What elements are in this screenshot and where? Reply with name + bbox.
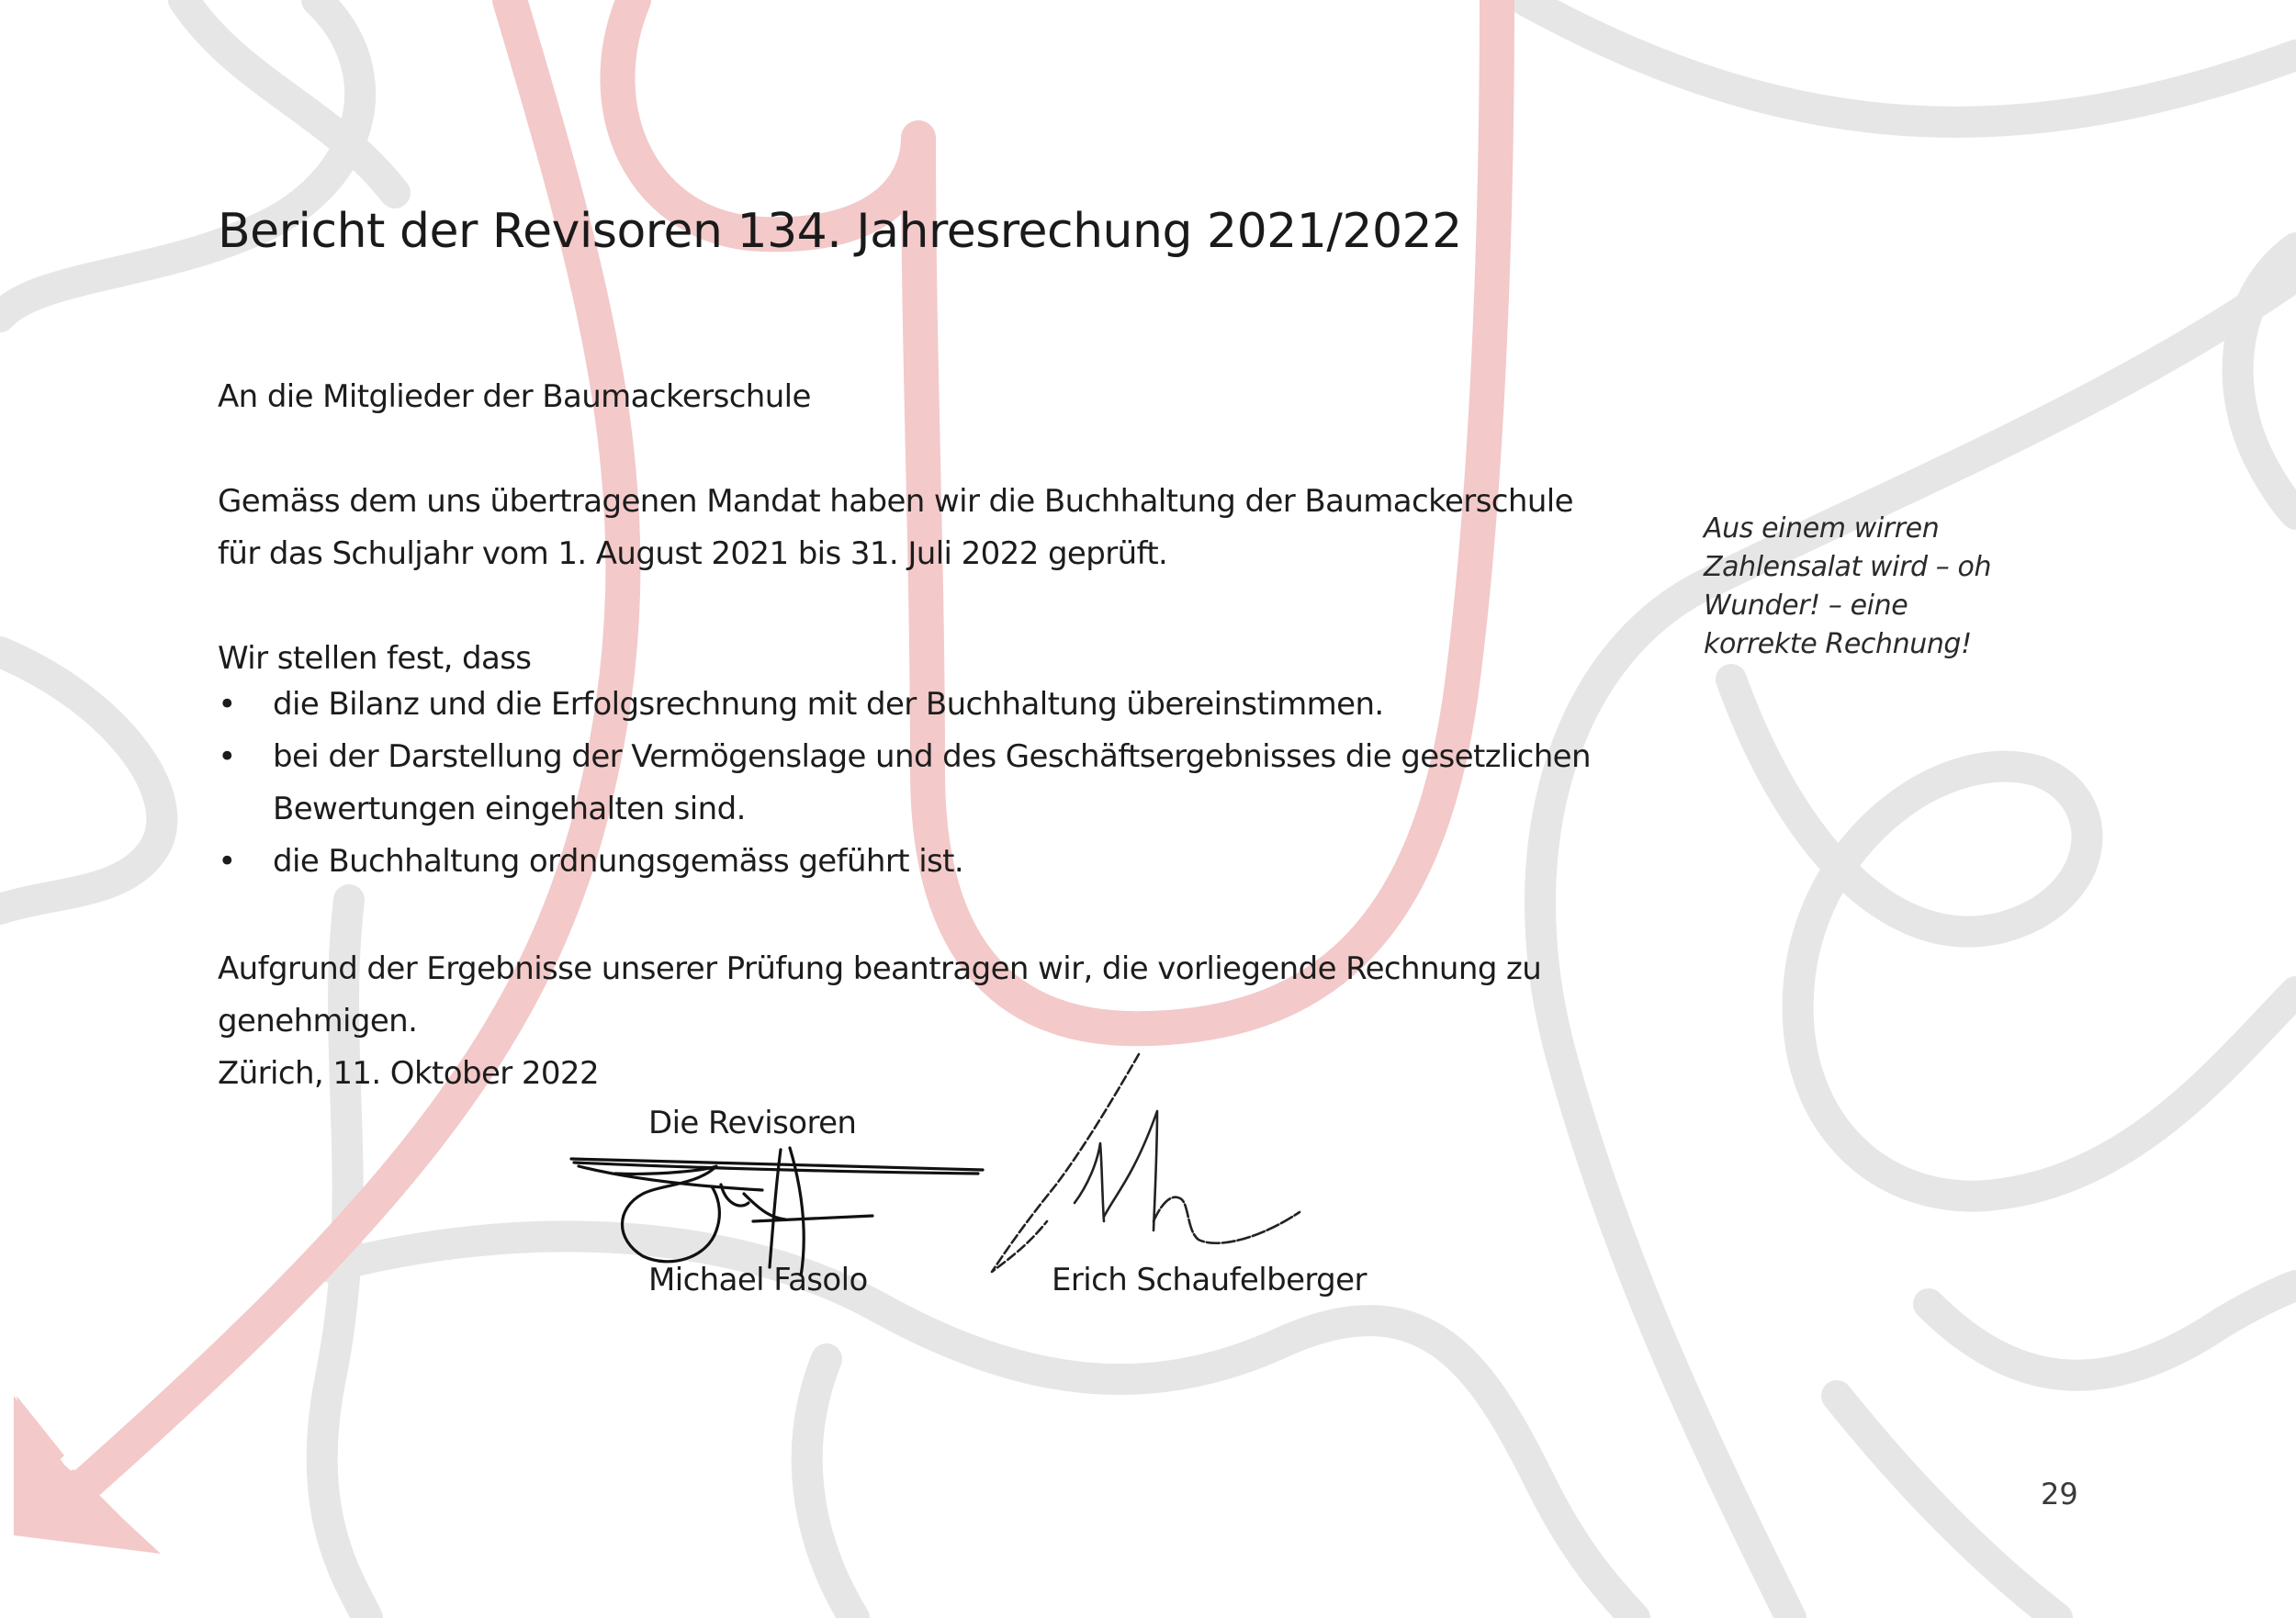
finding-item: [218, 679, 1591, 731]
addressee: An die Mitglieder der Baumackerschule: [218, 378, 811, 415]
finding-text-continued: Bewertungen eingehalten sind.: [273, 791, 746, 827]
bullet-point: •: [218, 686, 236, 723]
sidebar-note: Aus einem wirren Zahlensalat wird – oh Wunder! – eine korrekte Rechnung!: [1704, 512, 1992, 660]
conclusion-line-1: Aufgrund der Ergebnisse unserer Prüfung beantragen wir, die vorliegende Rechnung zu: [218, 950, 1542, 987]
page-title: Bericht der Revisoren 134. Jahresrechung 2021/2022: [218, 204, 1462, 259]
findings-list: [218, 679, 1591, 888]
mandate-line-2: für das Schuljahr vom 1. August 2021 bis 31. Juli 2022 geprüft.: [218, 535, 1168, 572]
finding-item: [218, 731, 1591, 836]
finding-item: [218, 836, 1591, 888]
signatory-name-1: Michael Fasolo: [648, 1262, 868, 1298]
conclusion-line-2: genehmigen.: [218, 1003, 418, 1039]
signature-michael-fasolo: [560, 1129, 992, 1276]
finding-text: bei der Darstellung der Vermögenslage und des Geschäftsergebnisses die gesetzlichen: [273, 738, 1591, 775]
findings-intro: Wir stellen fest, dass: [218, 640, 532, 677]
mandate-line-1: Gemäss dem uns übertragenen Mandat haben wir die Buchhaltung der Baumackerschule: [218, 483, 1573, 520]
finding-text: die Buchhaltung ordnungsgemäss geführt ist.: [273, 843, 964, 880]
place-date: Zürich, 11. Oktober 2022: [218, 1055, 599, 1092]
bullet-point: •: [218, 843, 236, 880]
bullet-point: •: [218, 738, 236, 775]
signatory-name-2: Erich Schaufelberger: [1052, 1262, 1367, 1298]
signatures-heading: Die Revisoren: [648, 1105, 857, 1141]
signature-erich-schaufelberger: [983, 1047, 1313, 1286]
page-number: 29: [2041, 1477, 2078, 1511]
finding-text: die Bilanz und die Erfolgsrechnung mit der Buchhaltung übereinstimmen.: [273, 686, 1384, 723]
